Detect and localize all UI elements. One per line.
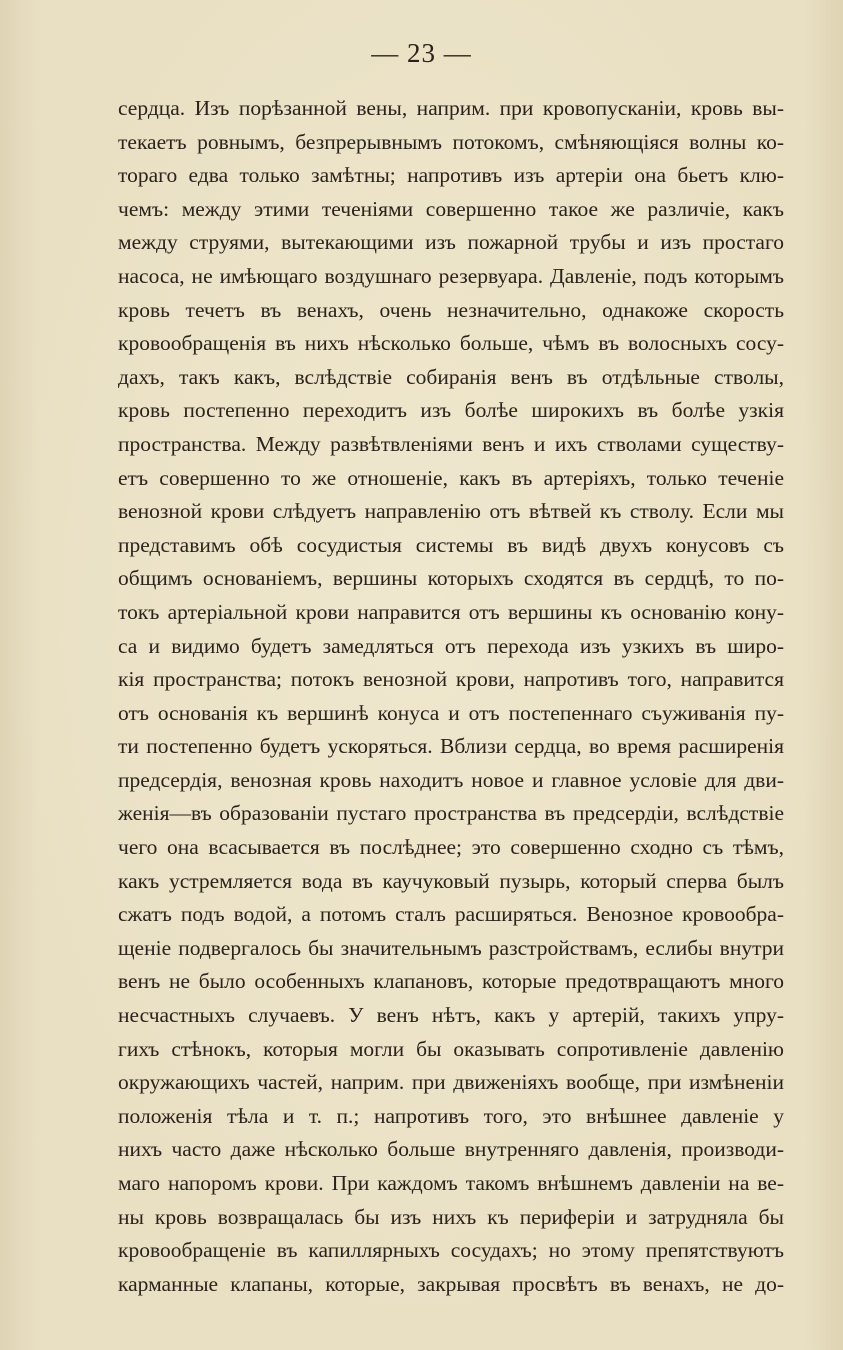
text-line: окружающихъ частей, наприм. при движеніяхъ вообще, при измѣненіи xyxy=(118,1070,784,1095)
text-line: представимъ обѣ сосудистыя системы въ видѣ двухъ конусовъ съ xyxy=(118,532,784,557)
text-line: предсердія, венозная кровь находитъ новое и главное условіе для дви- xyxy=(118,767,784,792)
text-line: положенія тѣла и т. п.; напротивъ того, это внѣшнее давленіе у xyxy=(118,1103,784,1128)
text-line: кія пространства; потокъ венозной крови, напротивъ того, направится xyxy=(118,667,784,692)
text-line: отъ основанія къ вершинѣ конуса и отъ постепеннаго съуживанія пу- xyxy=(118,700,784,725)
body-text xyxy=(118,92,784,1301)
text-line: маго напоромъ крови. При каждомъ такомъ внѣшнемъ давленіи на ве- xyxy=(118,1171,784,1195)
text-line: етъ совершенно то же отношеніе, какъ въ артеріяхъ, только теченіе xyxy=(118,465,784,490)
text-line: несчастныхъ случаевъ. У венъ нѣтъ, какъ у артерій, такихъ упру- xyxy=(118,1003,784,1028)
text-line: сжатъ подъ водой, а потомъ сталъ расширяться. Венозное кровообра- xyxy=(118,902,784,927)
text-line: токъ артеріальной крови направится отъ вершины къ основанію кону- xyxy=(118,599,784,624)
text-line: сердца. Изъ порѣзанной вены, наприм. при кровопусканіи, кровь вы- xyxy=(118,96,784,120)
text-line: са и видимо будетъ замедляться отъ перехода изъ узкихъ въ широ- xyxy=(118,633,784,658)
text-line: венозной крови слѣдуетъ направленію отъ вѣтвей къ стволу. Если мы xyxy=(118,499,784,524)
text-line: кровообращенія въ нихъ нѣсколько больше, чѣмъ въ волосныхъ сосу- xyxy=(118,331,784,356)
text-line: чего она всасывается въ послѣднее; это совершенно сходно съ тѣмъ, xyxy=(118,835,784,860)
text-line: кровообращеніе въ капиллярныхъ сосудахъ; но этому препятствуютъ xyxy=(118,1238,784,1263)
text-line: женія—въ образованіи пустаго пространства въ предсердіи, вслѣдствіе xyxy=(118,801,784,826)
text-line: кровь постепенно переходитъ изъ болѣе широкихъ въ болѣе узкія xyxy=(118,398,784,423)
text-line: нихъ часто даже нѣсколько больше внутренняго давленія, производи- xyxy=(118,1137,784,1162)
text-line: ти постепенно будетъ ускоряться. Вблизи сердца, во время расширенія xyxy=(118,734,784,759)
text-line: тораго едва только замѣтны; напротивъ изъ артеріи она бьетъ клю- xyxy=(118,163,784,188)
text-line: карманные клапаны, которые, закрывая просвѣтъ въ венахъ, не до- xyxy=(118,1271,784,1296)
text-line: кровь течетъ въ венахъ, очень незначительно, однакоже скорость xyxy=(118,297,784,322)
text-line: какъ устремляется вода въ каучуковый пузырь, который сперва былъ xyxy=(118,868,784,893)
text-line: между струями, вытекающими изъ пожарной трубы и изъ простаго xyxy=(118,230,784,255)
page-number: — 23 — xyxy=(371,38,472,68)
text-line: венъ не было особенныхъ клапановъ, которые предотвращаютъ много xyxy=(118,969,784,994)
text-line: насоса, не имѣющаго воздушнаго резервуара. Давленіе, подъ которымъ xyxy=(118,263,784,288)
text-line: гихъ стѣнокъ, которыя могли бы оказывать сопротивленіе давленію xyxy=(118,1036,784,1061)
text-line: дахъ, такъ какъ, вслѣдствіе собиранія венъ въ отдѣльные стволы, xyxy=(118,364,784,389)
text-line: текаетъ ровнымъ, безпрерывнымъ потокомъ, смѣняющіяся волны ко- xyxy=(118,129,784,154)
text-line: пространства. Между развѣтвленіями венъ и ихъ стволами существу- xyxy=(118,431,784,456)
text-line: ны кровь возвращалась бы изъ нихъ къ периферіи и затрудняла бы xyxy=(118,1204,784,1229)
text-line: щеніе подвергалось бы значительнымъ разстройствамъ, еслибы внутри xyxy=(118,935,784,960)
text-line: чемъ: между этими теченіями совершенно такое же различіе, какъ xyxy=(118,196,784,221)
text-line: общимъ основаніемъ, вершины которыхъ сходятся въ сердцѣ, то по- xyxy=(118,566,784,591)
